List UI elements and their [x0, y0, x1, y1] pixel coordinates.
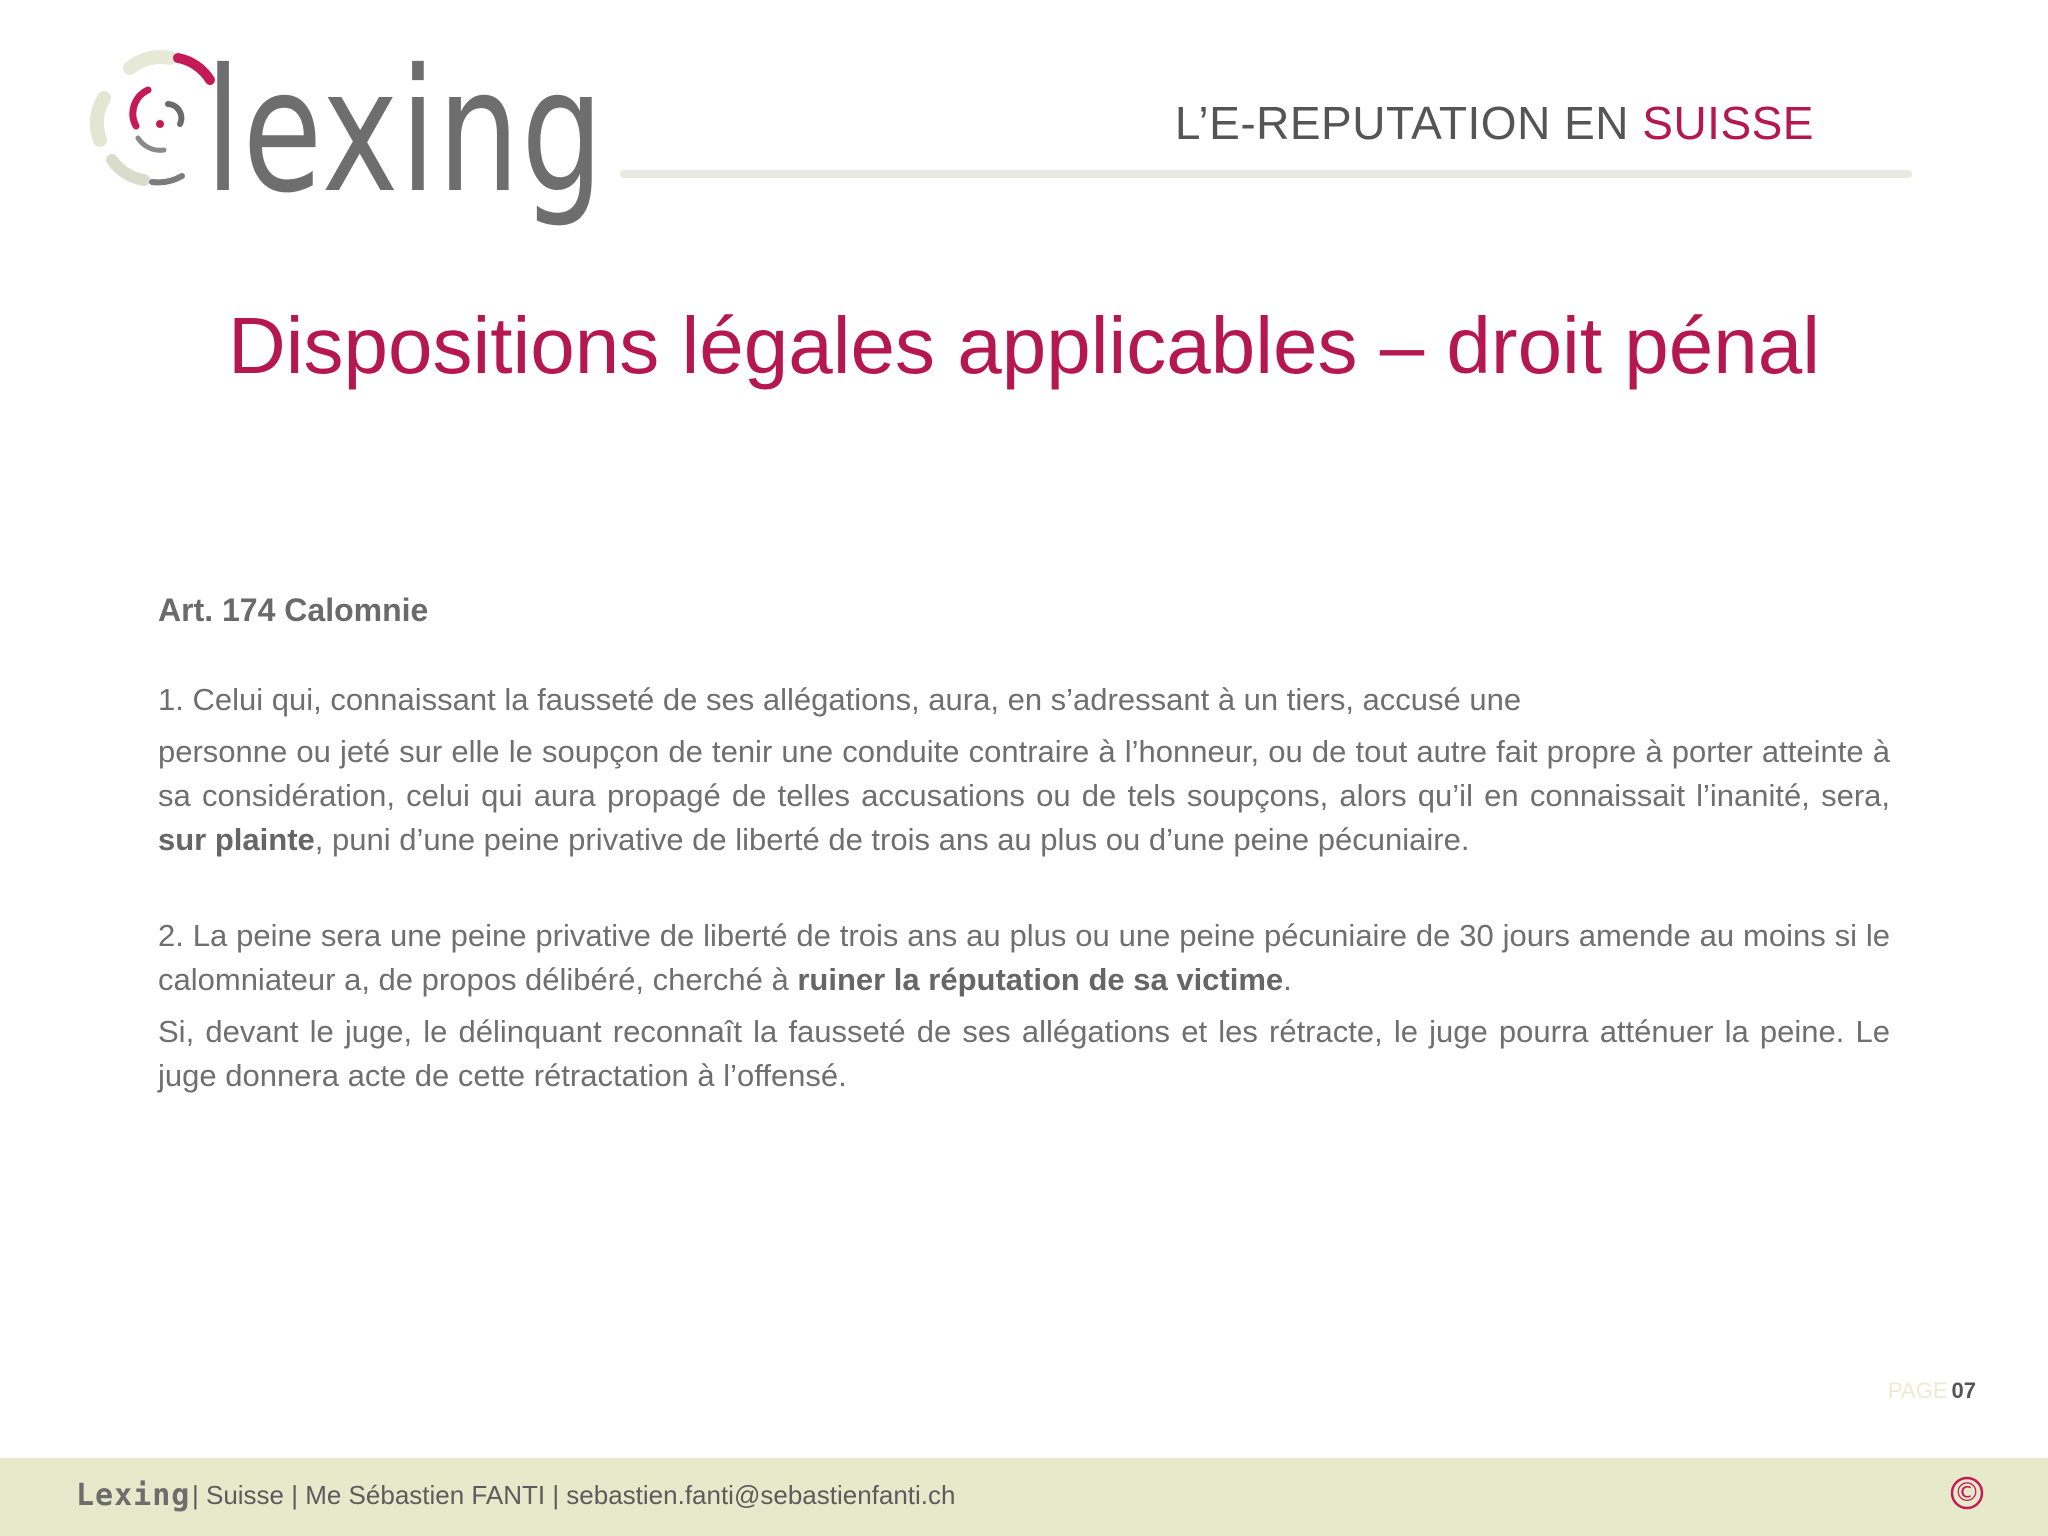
- header-title-prefix: L’E-REPUTATION EN: [1174, 97, 1643, 149]
- paragraph-2-emphasis: ruiner la réputation de sa victime: [797, 962, 1284, 997]
- paragraph-1-first-line: 1. Celui qui, connaissant la fausseté de ses allégations, aura, en s’adressant à un tiers, accusé une: [158, 682, 1522, 717]
- slide-title: Dispositions légales applicables – droit pénal: [227, 301, 1821, 390]
- footer-contact-text: | Suisse | Me Sébastien FANTI | sebastien.fanti@sebastienfanti.ch: [192, 1480, 956, 1510]
- paragraph-2-text-b: .: [1283, 962, 1292, 997]
- article-body: [158, 588, 1890, 1098]
- paragraph-1-text-a: personne ou jeté sur elle le soupçon de tenir une conduite contraire à l’honneur, ou de tout autre fait propre à porter atteinte à sa considération, celui qui aura propagé de telles accusations ou de tels soupçons, alors qu’il en connaissait l’inanité, sera,: [158, 734, 1890, 813]
- footer-bar: [0, 1458, 2048, 1536]
- copyright-symbol: ©: [1954, 1478, 1980, 1508]
- header-title-accent: SUISSE: [1642, 97, 1814, 149]
- lexing-logo: [60, 20, 620, 280]
- header-title: [1175, 96, 1814, 150]
- page-label: PAGE: [1888, 1378, 1948, 1403]
- logo-wordmark: lexing: [205, 33, 605, 231]
- article-heading: Art. 174 Calomnie: [158, 592, 429, 628]
- page-number-value: 07: [1951, 1378, 1976, 1403]
- paragraph-2-text-a: 2. La peine sera une peine privative de liberté de trois ans au plus ou une peine pécuniaire de 30 jours amende au moins si le calomniateur a, de propos délibéré, cherché à: [158, 918, 1890, 997]
- footer-brand: Lexing: [76, 1478, 191, 1513]
- paragraph-1-emphasis: sur plainte: [158, 822, 315, 857]
- paragraph-2: [158, 914, 1890, 1002]
- header-rule: [620, 170, 1912, 178]
- page-number: [1888, 1378, 1976, 1404]
- copyright-icon: [1948, 1474, 1986, 1512]
- paragraph-3: Si, devant le juge, le délinquant reconnaît la fausseté de ses allégations et les rétracte, le juge pourra atténuer la peine. Le juge donnera acte de cette rétractation à l’offensé.: [158, 1014, 1890, 1093]
- paragraph-1-continuation: [158, 730, 1890, 862]
- paragraph-1-text-b: , puni d’une peine privative de liberté de trois ans au plus ou d’une peine pécuniaire.: [314, 822, 1470, 857]
